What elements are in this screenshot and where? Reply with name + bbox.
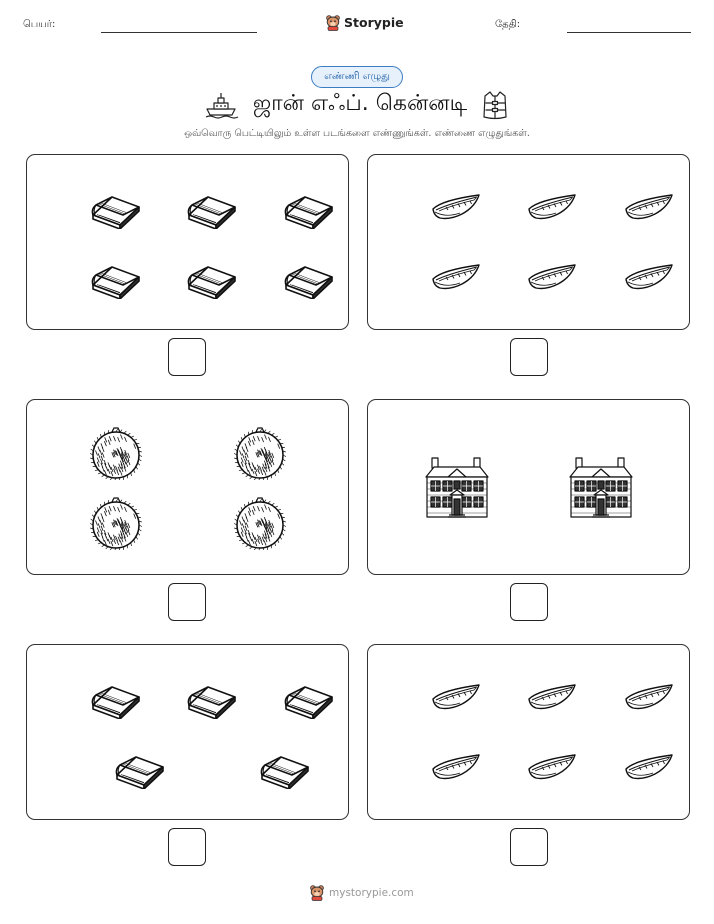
house-icon	[568, 457, 634, 523]
date-field[interactable]	[567, 32, 691, 33]
worksheet-title: ஜான் எஃப். கென்னடி	[252, 91, 468, 116]
canoe-icon	[528, 262, 578, 296]
canoe-icon	[625, 262, 675, 296]
canoe-icon	[625, 752, 675, 786]
book-icon	[186, 185, 238, 233]
book-icon	[259, 745, 311, 793]
name-field[interactable]	[101, 32, 257, 33]
house-icon	[424, 457, 490, 523]
answer-box[interactable]	[168, 828, 206, 866]
answer-box[interactable]	[510, 828, 548, 866]
counting-panel	[367, 644, 690, 820]
canoe-icon	[625, 682, 675, 716]
counting-panel	[26, 644, 349, 820]
book-icon	[283, 675, 335, 723]
bear-mascot-icon	[325, 14, 341, 31]
life-vest-icon	[481, 90, 509, 120]
canoe-icon	[528, 752, 578, 786]
name-label: பெயர்:	[23, 19, 56, 30]
coconut-icon	[234, 494, 286, 554]
canoe-icon	[432, 192, 482, 226]
answer-box[interactable]	[168, 338, 206, 376]
book-icon	[90, 675, 142, 723]
coconut-icon	[90, 424, 142, 484]
title-row	[0, 88, 714, 122]
book-icon	[283, 255, 335, 303]
footer-url[interactable]: mystorypie.com	[329, 886, 414, 899]
activity-badge: எண்ணி எழுது	[311, 66, 403, 88]
canoe-icon	[528, 192, 578, 226]
book-icon	[186, 255, 238, 303]
answer-box[interactable]	[168, 583, 206, 621]
canoe-icon	[432, 682, 482, 716]
canoe-icon	[432, 262, 482, 296]
ship-icon	[205, 91, 239, 119]
bear-mascot-icon	[309, 884, 325, 901]
footer	[309, 884, 414, 901]
book-icon	[90, 185, 142, 233]
answer-box[interactable]	[510, 338, 548, 376]
brand-name: Storypie	[344, 15, 404, 30]
coconut-icon	[234, 424, 286, 484]
counting-panel	[26, 399, 349, 575]
counting-panel	[367, 399, 690, 575]
canoe-icon	[625, 192, 675, 226]
counting-panel	[26, 154, 349, 330]
book-icon	[186, 675, 238, 723]
date-label: தேதி:	[495, 19, 521, 30]
counting-panel	[367, 154, 690, 330]
coconut-icon	[90, 494, 142, 554]
instruction-text: ஒவ்வொரு பெட்டியிலும் உள்ள படங்களை எண்ணுங்கள். எண்ணை எழுதுங்கள்.	[184, 128, 530, 139]
answer-box[interactable]	[510, 583, 548, 621]
book-icon	[90, 255, 142, 303]
book-icon	[283, 185, 335, 233]
book-icon	[114, 745, 166, 793]
canoe-icon	[432, 752, 482, 786]
brand-logo	[325, 14, 404, 31]
canoe-icon	[528, 682, 578, 716]
